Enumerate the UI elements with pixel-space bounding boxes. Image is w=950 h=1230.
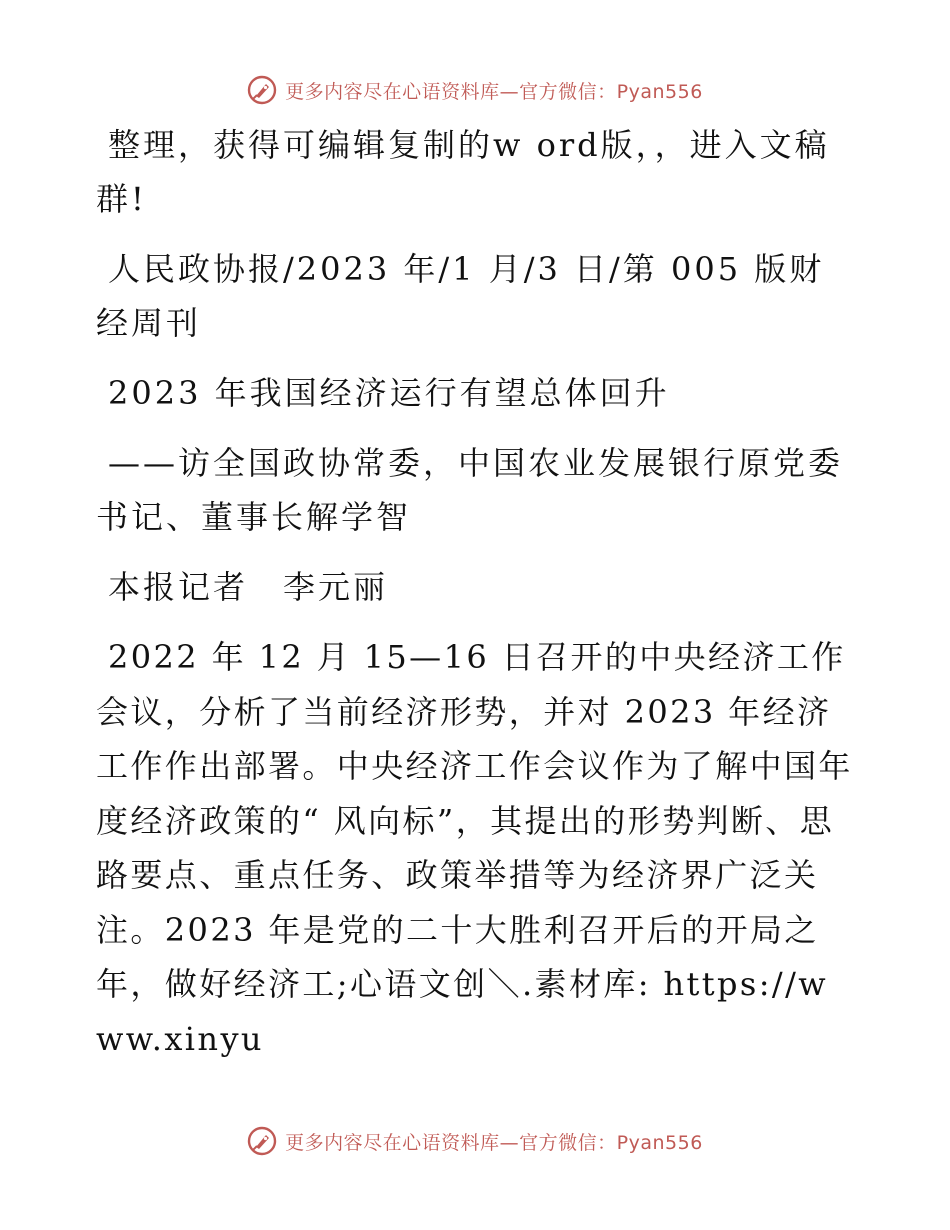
- pen-nib-logo-icon: [247, 75, 277, 105]
- watermark-text: 更多内容尽在心语资料库—官方微信：Pyan556: [285, 80, 703, 103]
- pen-nib-logo-icon: [247, 1126, 277, 1156]
- document-body: [96, 118, 856, 1082]
- article-title: 2023 年我国经济运行有望总体回升: [108, 374, 670, 412]
- byline: 本报记者 李元丽: [108, 568, 389, 606]
- source-line: 人民政协报/2023 年/1 月/3 日/第 005 版财经周刊: [96, 250, 825, 342]
- header-watermark: [0, 70, 950, 110]
- watermark-text: 更多内容尽在心语资料库—官方微信：Pyan556: [285, 1131, 703, 1154]
- footer-watermark: [0, 1121, 950, 1161]
- intro-note: 整理，获得可编辑复制的w ord版，，进入文稿群!: [96, 126, 830, 218]
- body-paragraph: 2022 年 12 月 15—16 日召开的中央经济工作会议，分析了当前经济形势，并对 2023 年经济工作作出部署。中央经济工作会议作为了解中国年度经济政策的“ 风向标”，其提出的形势判断、思路要点、重点任务、政策举措等为经济界广泛关注。2023 年是党的二十大胜利召开后的开局之年，做好经济工;心语文创＼.素材库: https://www.xinyu: [96, 638, 853, 1058]
- article-subtitle: ——访全国政协常委，中国农业发展银行原党委书记、董事长解学智: [96, 444, 844, 536]
